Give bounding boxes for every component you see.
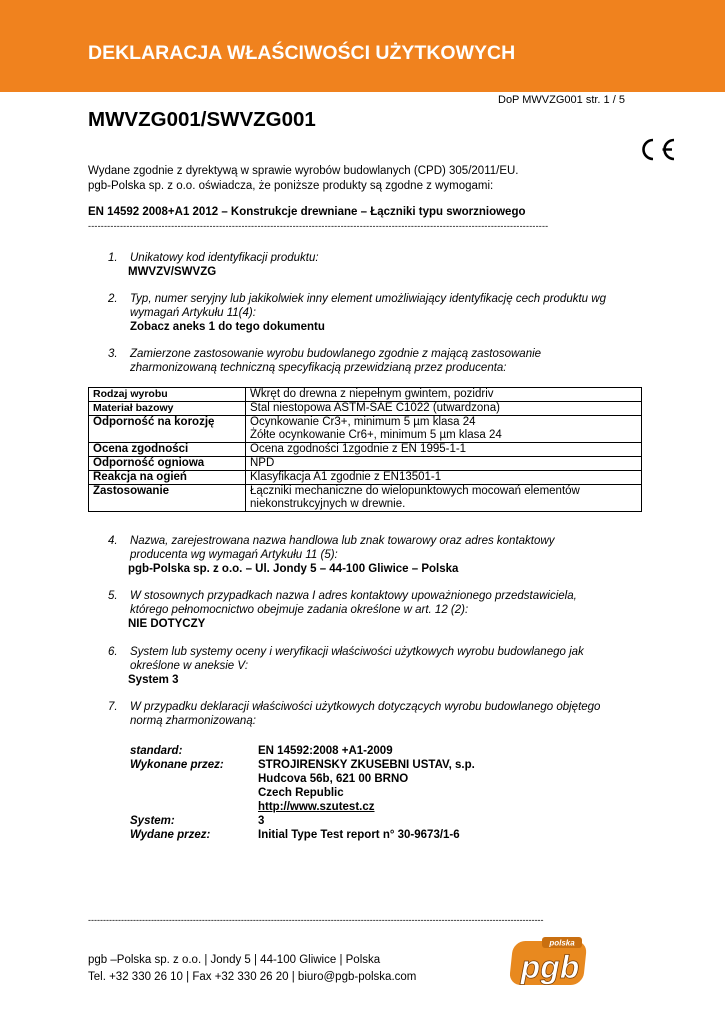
cell-text: Żółte ocynkowanie Cr6+, minimum 5 µm klasa 24 bbox=[250, 429, 502, 441]
cert-row bbox=[130, 758, 475, 814]
cert-value: EN 14592:2008 +A1-2009 bbox=[258, 745, 393, 757]
item-number: 3. bbox=[108, 348, 118, 360]
item-question: wymagań Artykułu 11(4): bbox=[130, 307, 256, 319]
cell-text: Wkręt do drewna z niepełnym gwintem, pozidriv bbox=[250, 388, 494, 400]
table-row bbox=[89, 388, 642, 402]
item-question: Zamierzone zastosowanie wyrobu budowlanego zgodnie z mającą zastosowanie bbox=[130, 348, 542, 360]
cell-text: NPD bbox=[250, 457, 275, 469]
cert-value: STROJIRENSKY ZKUSEBNI USTAV, s.p. bbox=[258, 759, 475, 771]
item-question: normą zharmonizowaną: bbox=[130, 715, 256, 727]
table-cell-label: Zastosowanie bbox=[89, 485, 246, 512]
pgb-logo-icon bbox=[508, 935, 592, 989]
footer-separator: -------------------------------------------------------------------------------------------------------------------------------------------------------- bbox=[88, 915, 544, 925]
table-cell-value bbox=[246, 471, 642, 485]
cert-value: 3 bbox=[258, 815, 265, 827]
item-number: 5. bbox=[108, 590, 118, 602]
list-item bbox=[108, 292, 606, 334]
table-row bbox=[89, 416, 642, 443]
cell-text: Łączniki mechaniczne do wielopunktowych mocowań elementów bbox=[250, 485, 580, 497]
item-answer: Zobacz aneks 1 do tego dokumentu bbox=[130, 321, 325, 333]
table-cell-label: Ocena zgodności bbox=[89, 443, 246, 457]
list-item bbox=[108, 645, 584, 687]
cert-label: standard: bbox=[130, 745, 183, 757]
intro-line: pgb-Polska sp. z o.o. oświadcza, że poniższe produkty są zgodne z wymogami: bbox=[88, 179, 494, 192]
item-number: 4. bbox=[108, 535, 118, 547]
ce-mark-icon bbox=[638, 137, 678, 162]
cert-label: Wykonane przez: bbox=[130, 759, 224, 771]
cell-text: Stal niestopowa ASTM-SAE C1022 (utwardzona) bbox=[250, 402, 500, 414]
logo-text: pgb bbox=[520, 949, 580, 985]
item-question: producenta wg wymagań Artykułu 11 (5): bbox=[130, 549, 338, 561]
table-cell-value bbox=[246, 485, 642, 512]
product-code: MWVZG001/SWVZG001 bbox=[88, 108, 316, 131]
logo-subtext: polska bbox=[549, 938, 575, 948]
header-banner bbox=[0, 0, 725, 92]
standard-heading: EN 14592 2008+A1 2012 – Konstrukcje drewniane – Łączniki typu sworzniowego bbox=[88, 206, 526, 218]
cert-row bbox=[130, 828, 475, 842]
table-cell-label: Rodzaj wyrobu bbox=[89, 388, 246, 402]
table-cell-label: Odporność ogniowa bbox=[89, 457, 246, 471]
certification-details bbox=[130, 744, 475, 842]
cert-row bbox=[130, 744, 475, 758]
item-number: 7. bbox=[108, 701, 118, 713]
separator-line: ------------------------------------------------------------------------------------------------------------------------------------------------ bbox=[88, 221, 549, 231]
table-cell-label: Reakcja na ogień bbox=[89, 471, 246, 485]
item-question: którego pełnomocnictwo obejmuje zadania określone w art. 12 (2): bbox=[130, 604, 469, 616]
footer-contact bbox=[88, 952, 416, 986]
cert-value: Initial Type Test report n° 30-9673/1-6 bbox=[258, 829, 460, 841]
table-row bbox=[89, 402, 642, 416]
item-question: Nazwa, zarejestrowana nazwa handlowa lub znak towarowy oraz adres kontaktowy bbox=[130, 535, 555, 547]
list-item bbox=[108, 251, 319, 279]
document-title: DEKLARACJA WŁAŚCIWOŚCI UŻYTKOWYCH bbox=[88, 42, 516, 64]
list-item bbox=[108, 347, 541, 375]
product-properties-table bbox=[88, 387, 642, 512]
item-answer: NIE DOTYCZY bbox=[128, 618, 206, 630]
cell-text: niekonstrukcyjnych w drewnie. bbox=[250, 498, 406, 510]
item-question: Typ, numer seryjny lub jakikolwiek inny element umożliwiający identyfikację cech produktu wg bbox=[130, 293, 606, 305]
table-cell-value bbox=[246, 416, 642, 443]
table-row bbox=[89, 485, 642, 512]
cell-text: Ocena zgodności 1zgodnie z EN 1995-1-1 bbox=[250, 443, 467, 455]
item-answer: MWVZV/SWVZG bbox=[128, 266, 217, 278]
cell-text: Klasyfikacja A1 zgodnie z EN13501-1 bbox=[250, 471, 442, 483]
footer-address: pgb –Polska sp. z o.o. | Jondy 5 | 44-100 Gliwice | Polska bbox=[88, 954, 381, 966]
cert-label: System: bbox=[130, 815, 175, 827]
table-cell-value bbox=[246, 402, 642, 416]
table-row bbox=[89, 471, 642, 485]
website-link[interactable]: http://www.szutest.cz bbox=[258, 801, 375, 813]
item-number: 1. bbox=[108, 252, 118, 264]
item-answer: System 3 bbox=[128, 674, 179, 686]
cert-row bbox=[130, 814, 475, 828]
table-cell-value bbox=[246, 388, 642, 402]
list-item bbox=[108, 534, 554, 576]
item-number: 2. bbox=[108, 293, 118, 305]
item-question: W przypadku deklaracji właściwości użytkowych dotyczących wyrobu budowlanego objętego bbox=[130, 701, 601, 713]
table-cell-label: Materiał bazowy bbox=[89, 402, 246, 416]
list-item bbox=[108, 589, 577, 631]
item-question: W stosownych przypadkach nazwa I adres kontaktowy upoważnionego przedstawiciela, bbox=[130, 590, 577, 602]
table-row bbox=[89, 443, 642, 457]
table-cell-value bbox=[246, 457, 642, 471]
cell-text: Ocynkowanie Cr3+, minimum 5 µm klasa 24 bbox=[250, 416, 476, 428]
item-question: określone w aneksie V: bbox=[130, 660, 249, 672]
item-question: zharmonizowaną techniczną specyfikacją przewidzianą przez producenta: bbox=[130, 362, 507, 374]
table-cell-label: Odporność na korozję bbox=[89, 416, 246, 443]
cert-label: Wydane przez: bbox=[130, 829, 211, 841]
intro-text bbox=[88, 164, 519, 193]
item-question: Unikatowy kod identyfikacji produktu: bbox=[130, 252, 319, 264]
intro-line: Wydane zgodnie z dyrektywą w sprawie wyrobów budowlanych (CPD) 305/2011/EU. bbox=[88, 165, 519, 177]
item-answer: pgb-Polska sp. z o.o. – Ul. Jondy 5 – 44-100 Gliwice – Polska bbox=[128, 563, 459, 575]
cert-value: Czech Republic bbox=[258, 787, 344, 799]
table-row bbox=[89, 457, 642, 471]
dop-reference: DoP MWVZG001 str. 1 / 5 bbox=[498, 94, 625, 106]
item-number: 6. bbox=[108, 646, 118, 658]
cert-value: Hudcova 56b, 621 00 BRNO bbox=[258, 773, 409, 785]
table-cell-value bbox=[246, 443, 642, 457]
footer-phone-email: Tel. +32 330 26 10 | Fax +32 330 26 20 | biuro@pgb-polska.com bbox=[88, 971, 417, 983]
item-question: System lub systemy oceny i weryfikacji właściwości użytkowych wyrobu budowlanego jak bbox=[130, 646, 584, 658]
list-item bbox=[108, 700, 600, 728]
